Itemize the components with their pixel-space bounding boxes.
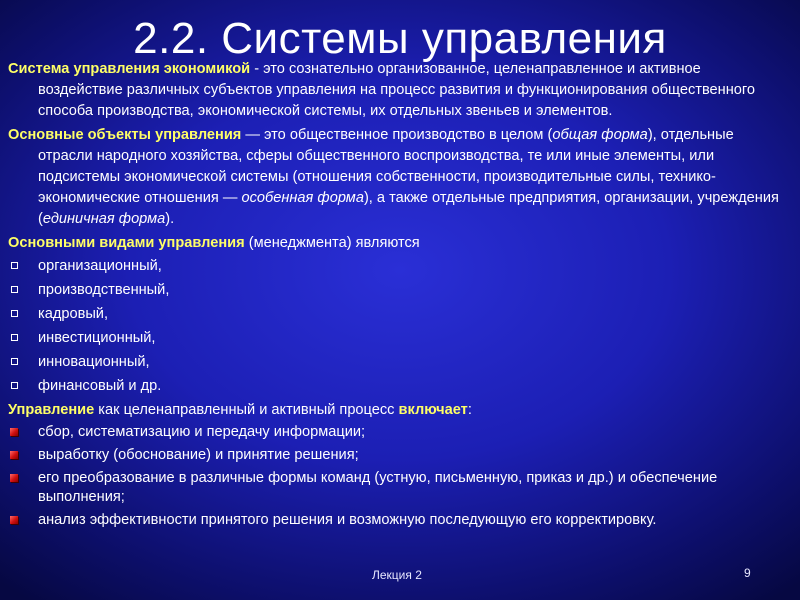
hollow-square-bullet-icon — [11, 358, 18, 365]
objects-text-4: ). — [165, 211, 175, 227]
paragraph-objects — [8, 125, 788, 230]
objects-emphasis-single: единичная форма — [42, 211, 166, 227]
list-item — [8, 423, 788, 442]
hollow-square-bullet-icon — [11, 382, 18, 389]
paragraph-process — [8, 400, 788, 421]
process-text: как целенаправленный и активный процесс — [94, 402, 399, 418]
hollow-square-bullet-icon — [11, 334, 18, 341]
red-square-bullet-icon — [10, 474, 18, 482]
list-item-text: инновационный, — [38, 354, 150, 370]
slide-body — [8, 59, 788, 534]
definition-text: - это сознательно организованное, целенаправленное и активное воздействие различных субъектов управления на процесс развития и функционирования общественного способа производства, экономической системы, их отдельных звеньев и элементов. — [38, 61, 756, 119]
page-number: 9 — [744, 566, 751, 580]
term-management-system: Система управления экономикой — [8, 61, 251, 77]
list-item — [8, 278, 788, 302]
list-item — [8, 254, 788, 278]
process-colon: : — [467, 402, 472, 418]
list-item — [8, 511, 788, 530]
objects-text-2: ), отдельные отрасли народного хозяйства, сферы общественного воспроизводства, те или иные элементы, или подсистемы экономической системы (отношения собственности, производительные силы, технико-экономические отношения — — [38, 127, 734, 206]
objects-emphasis-special: особенная форма — [241, 190, 364, 206]
objects-emphasis-general: общая форма — [552, 127, 648, 143]
term-includes: включает — [398, 402, 468, 418]
list-item-text: кадровый, — [38, 306, 109, 322]
term-types: Основными видами управления — [8, 235, 245, 251]
list-item — [8, 326, 788, 350]
red-square-bullet-icon — [10, 451, 18, 459]
paragraph-definition — [8, 59, 788, 122]
list-item-text: выработку (обоснование) и принятие решения; — [38, 447, 359, 463]
objects-text-1: — это общественное производство в целом ( — [241, 127, 553, 143]
hollow-square-bullet-icon — [11, 310, 18, 317]
term-management: Управление — [8, 402, 95, 418]
hollow-square-bullet-icon — [11, 286, 18, 293]
slide-title: 2.2. Системы управления — [133, 14, 667, 63]
types-list — [8, 254, 788, 398]
list-item-text: производственный, — [38, 282, 170, 298]
term-objects: Основные объекты управления — [8, 127, 242, 143]
types-intro-text: (менеджмента) являются — [244, 235, 420, 251]
list-item-text: финансовый и др. — [38, 378, 162, 394]
paragraph-types-intro — [8, 233, 788, 254]
list-item — [8, 374, 788, 398]
list-item-text: инвестиционный, — [38, 330, 156, 346]
list-item-text: организационный, — [38, 258, 162, 274]
footer-lecture-label: Лекция 2 — [372, 568, 422, 582]
list-item-text: его преобразование в различные формы команд (устную, письменную, приказ и др.) и обеспечение выполнения; — [38, 470, 718, 505]
steps-list — [8, 423, 788, 530]
list-item-text: анализ эффективности принятого решения и возможную последующую его корректировку. — [38, 512, 657, 528]
list-item — [8, 469, 788, 507]
list-item — [8, 302, 788, 326]
list-item — [8, 350, 788, 374]
objects-text-3: ), а также отдельные предприятия, организации, учреждения ( — [38, 190, 779, 227]
list-item-text: сбор, систематизацию и передачу информации; — [38, 424, 366, 440]
hollow-square-bullet-icon — [11, 262, 18, 269]
red-square-bullet-icon — [10, 516, 18, 524]
red-square-bullet-icon — [10, 428, 18, 436]
list-item — [8, 446, 788, 465]
